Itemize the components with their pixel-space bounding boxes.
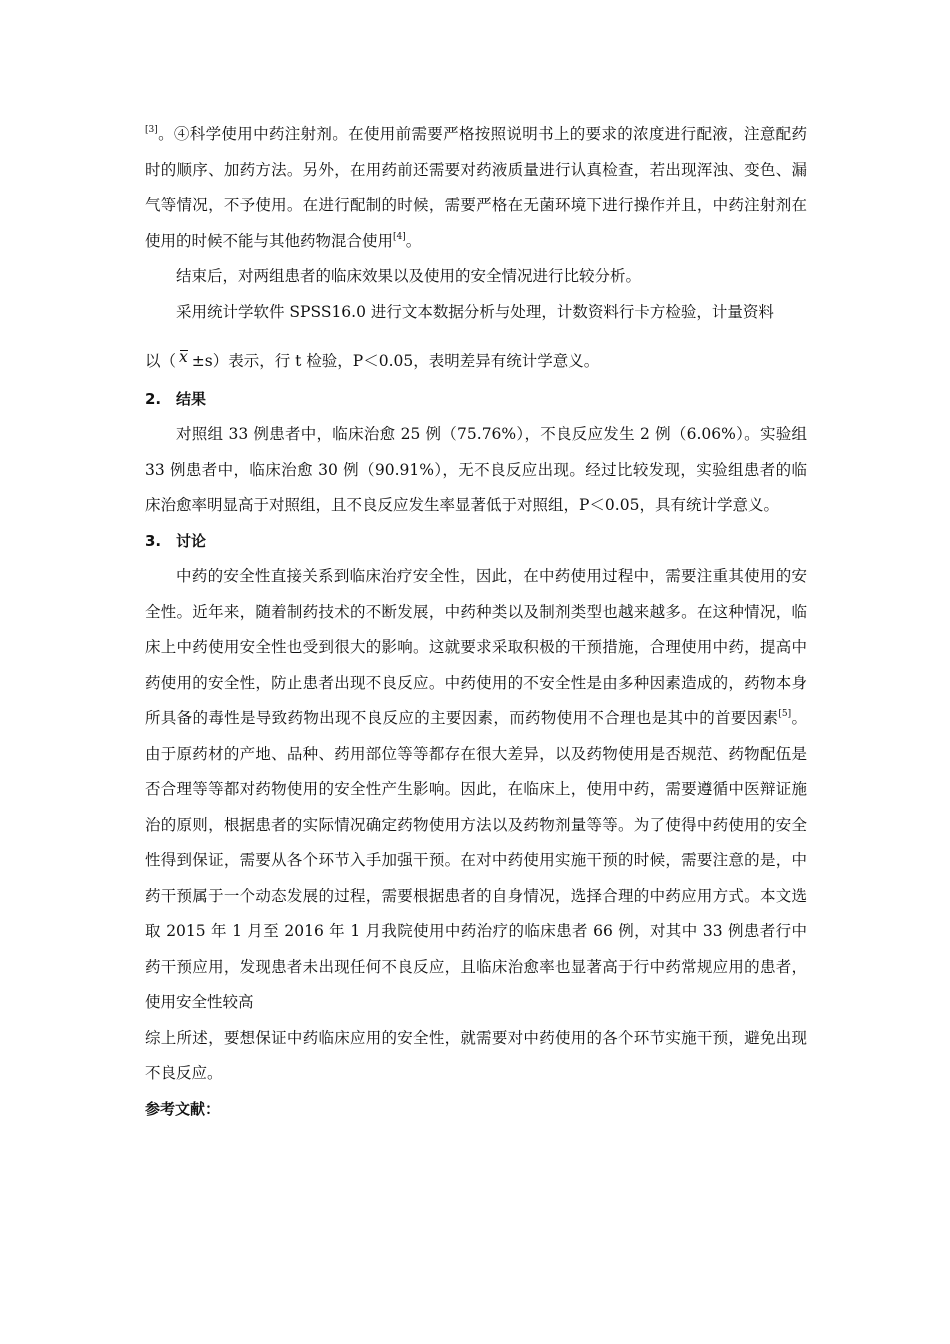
paragraph-text: 。④科学使用中药注射剂。在使用前需要严格按照说明书上的要求的浓度进行配液，注意配药时的顺序、加药方法。另外，在用药前还需要对药液质量进行认真检查，若出现浑浊、变色、漏气等情况，不予使用。在进行配制的时候，需要严格在无菌环境下进行操作并且，中药注射剂在使用的时候不能与其他药物混合使用: [145, 125, 807, 250]
paragraph-statistics: 采用统计学软件 SPSS16.0 进行文本数据分析与处理，计数资料行卡方检验，计量资料: [176, 302, 774, 321]
paragraph-injection-usage: [3]。④科学使用中药注射剂。在使用前需要严格按照说明书上的要求的浓度进行配液，注意配药时的顺序、加药方法。另外，在用药前还需要对药液质量进行认真检查，若出现浑浊、变色、漏气等情况，不予使用。在进行配制的时候，需要严格在无菌环境下进行操作并且，中药注射剂在使用的时候不能与其他药物混合使用[4]。: [145, 125, 807, 250]
paragraph-discussion: 中药的安全性直接关系到临床治疗安全性，因此，在中药使用过程中，需要注重其使用的安全性。近年来，随着制药技术的不断发展，中药种类以及制剂类型也越来越多。在这种情况，临床上中药使用安全性也受到很大的影响。这就要求采取积极的干预措施，合理使用中药，提高中药使用的安全性，防止患者出现不良反应。中药使用的不安全性是由多种因素造成的，药物本身所具备的毒性是导致药物出现不良反应的主要因素，而药物使用不合理也是其中的首要因素[5]。由于原药材的产地、品种、药用部位等等都存在很大差异，以及药物使用是否规范、药物配伍是否合理等等都对药物使用的安全性产生影响。因此，在临床上，使用中药，需要遵循中医辩证施治的原则，根据患者的实际情况确定药物使用方法以及药物剂量等等。为了使得中药使用的安全性得到保证，需要从各个环节入手加强干预。在对中药使用实施干预的时候，需要注意的是，中药干预属于一个动态发展的过程，需要根据患者的自身情况，选择合理的中药应用方式。本文选取 2015 年 1 月至 2016 年 1 月我院使用中药治疗的临床患者 66 例，对其中 33 例患者行中药干预应用，发现患者未出现任何不良反应，且临床治愈率也显著高于行中药常规应用的患者，使用安全性较高: [145, 567, 807, 1011]
mean-symbol: x: [179, 348, 188, 366]
document-page: [145, 117, 807, 1127]
section-heading-discussion: 3. 讨论: [145, 531, 207, 550]
paragraph-statistics-continued: 以（ x ±s）表示，行 t 检验，P＜0.05，表明差异有统计学意义。: [145, 330, 807, 380]
citation-4: [4]: [393, 231, 406, 242]
citation-3: [3]: [145, 125, 158, 135]
references-heading: 参考文献：: [145, 1099, 221, 1118]
section-heading-results: 2. 结果: [145, 389, 207, 408]
paragraph-results: 对照组 33 例患者中，临床治愈 25 例（75.76%），不良反应发生 2 例（6.06%）。实验组 33 例患者中，临床治愈 30 例（90.91%），无不良反应出现。经过比较发现，实验组患者的临床治愈率明显高于对照组，且不良反应发生率显著低于对照组，P＜0.05，具有统计学意义。: [145, 425, 807, 514]
paragraph-comparison: 结束后，对两组患者的临床效果以及使用的安全情况进行比较分析。: [176, 267, 642, 285]
citation-5: [5]: [778, 709, 792, 719]
paragraph-conclusion: 综上所述，要想保证中药临床应用的安全性，就需要对中药使用的各个环节实施干预，避免出现不良反应。: [145, 1028, 807, 1082]
